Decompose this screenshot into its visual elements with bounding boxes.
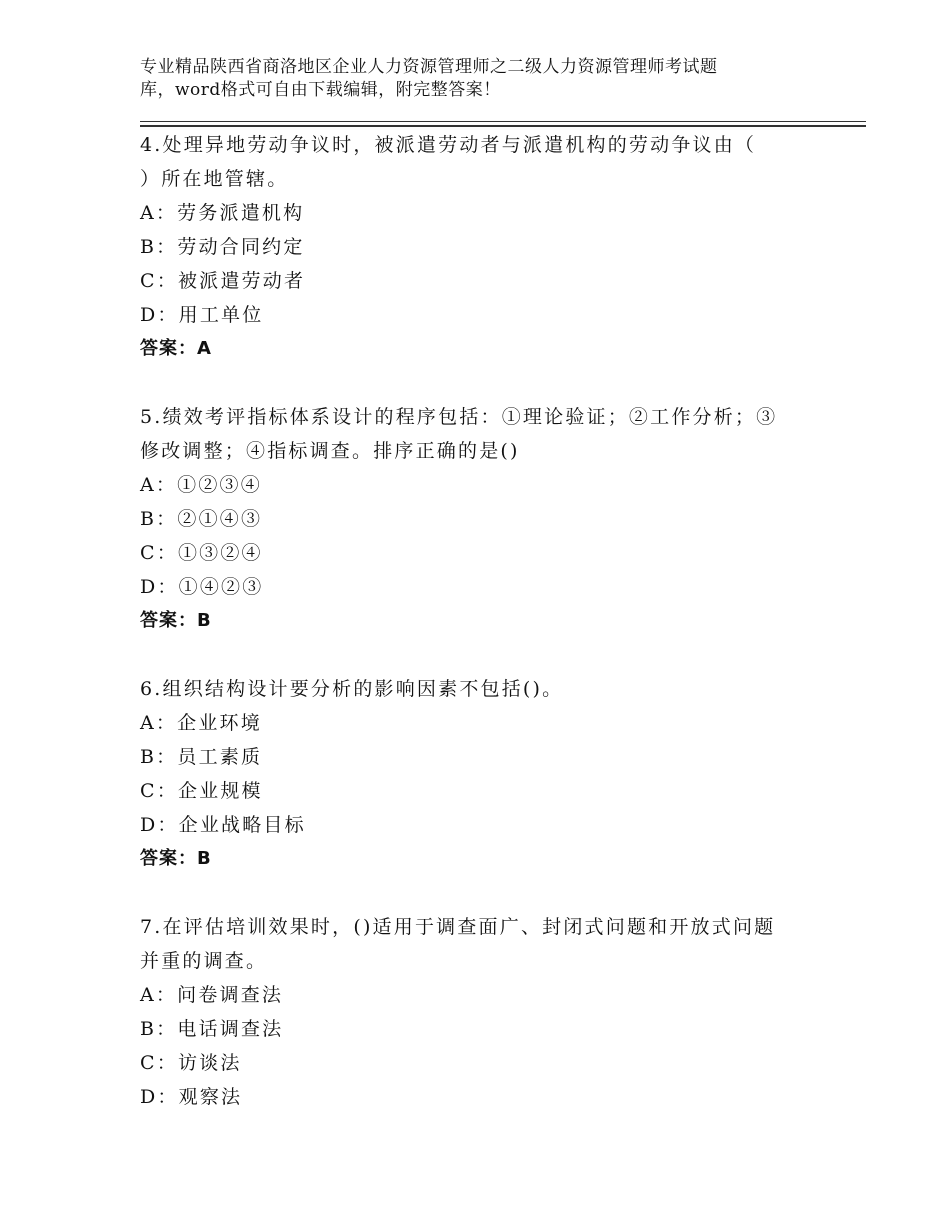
question-stem-line: 4.处理异地劳动争议时，被派遣劳动者与派遣机构的劳动争议由（ [140, 134, 757, 156]
question-4 [140, 128, 860, 366]
question-7 [140, 910, 860, 1114]
answer-label: 答案：A [140, 338, 212, 359]
option-c: C：①③②④ [140, 542, 263, 564]
question-list [140, 128, 860, 1114]
option-b: B：②①④③ [140, 508, 263, 530]
header-divider-thick [140, 125, 866, 127]
header-line-1: 专业精品陕西省商洛地区企业人力资源管理师之二级人力资源管理师考试题 [140, 57, 718, 77]
option-b: B：员工素质 [140, 746, 263, 768]
option-c: C：企业规模 [140, 780, 263, 802]
question-stem-line: 修改调整；④指标调查。排序正确的是() [140, 440, 520, 462]
header-divider-thin [140, 121, 866, 122]
question-stem-line: ）所在地管辖。 [140, 168, 289, 190]
page-header [140, 56, 840, 102]
option-c: C：被派遣劳动者 [140, 270, 306, 292]
question-stem-line: 6.组织结构设计要分析的影响因素不包括()。 [140, 678, 564, 700]
question-gap [140, 876, 860, 910]
header-line-2: 库，word格式可自由下载编辑，附完整答案！ [140, 80, 501, 100]
question-gap [140, 638, 860, 672]
question-stem-line: 5.绩效考评指标体系设计的程序包括：①理论验证；②工作分析；③ [140, 406, 778, 428]
question-stem-line: 7.在评估培训效果时，()适用于调查面广、封闭式问题和开放式问题 [140, 916, 776, 938]
question-stem-line: 并重的调查。 [140, 950, 268, 972]
question-gap [140, 366, 860, 400]
option-c: C：访谈法 [140, 1052, 242, 1074]
option-a: A：①②③④ [140, 474, 262, 496]
option-a: A：企业环境 [140, 712, 262, 734]
option-d: D：观察法 [140, 1086, 243, 1108]
option-a: A：问卷调查法 [140, 984, 284, 1006]
option-b: B：电话调查法 [140, 1018, 284, 1040]
option-b: B：劳动合同约定 [140, 236, 305, 258]
question-6 [140, 672, 860, 876]
question-5 [140, 400, 860, 638]
answer-label: 答案：B [140, 848, 212, 869]
answer-label: 答案：B [140, 610, 212, 631]
option-a: A：劳务派遣机构 [140, 202, 305, 224]
option-d: D：企业战略目标 [140, 814, 306, 836]
option-d: D：用工单位 [140, 304, 264, 326]
option-d: D：①④②③ [140, 576, 264, 598]
